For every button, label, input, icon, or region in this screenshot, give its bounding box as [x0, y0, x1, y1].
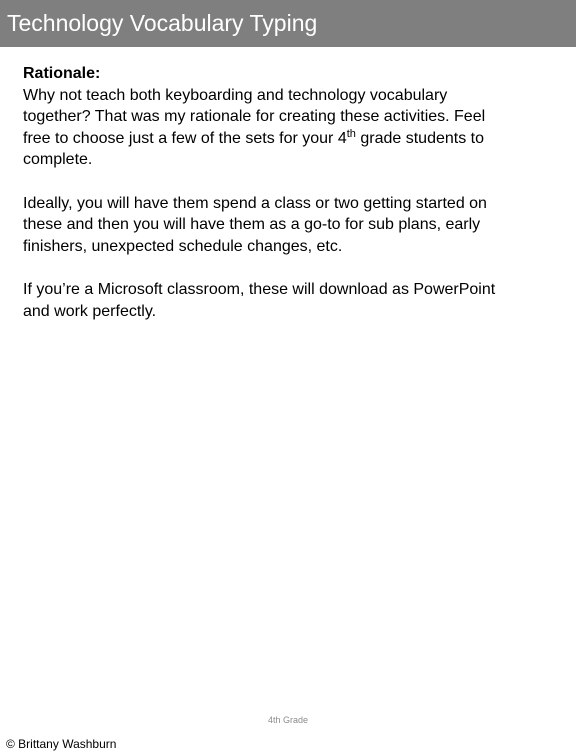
rationale-heading: Rationale: [23, 65, 101, 82]
rationale-paragraph-2 [23, 193, 563, 258]
rationale-paragraph-1 [23, 85, 563, 171]
text-line: Ideally, you will have them spend a class or two getting started on [23, 194, 487, 212]
text-line: Why not teach both keyboarding and technology vocabulary [23, 86, 448, 104]
title-bar [0, 0, 576, 47]
text-segment: grade students to [355, 129, 485, 147]
text-line [23, 128, 563, 150]
text-line: complete. [23, 151, 93, 169]
copyright-footer: © Brittany Washburn [6, 737, 117, 751]
ordinal-suffix: th [346, 127, 356, 140]
rationale-section [23, 63, 563, 322]
page-title: Technology Vocabulary Typing [7, 10, 318, 36]
text-line: and work perfectly. [23, 302, 157, 320]
rationale-paragraph-3 [23, 279, 563, 322]
text-line: these and then you will have them as a go-to for sub plans, early [23, 216, 481, 234]
text-line: finishers, unexpected schedule changes, etc. [23, 237, 343, 255]
text-line: together? That was my rationale for creating these activities. Feel [23, 108, 486, 126]
text-line: If you’re a Microsoft classroom, these will download as PowerPoint [23, 280, 496, 298]
grade-footer: 4th Grade [267, 715, 309, 725]
text-segment: free to choose just a few of the sets for your 4 [23, 129, 347, 147]
